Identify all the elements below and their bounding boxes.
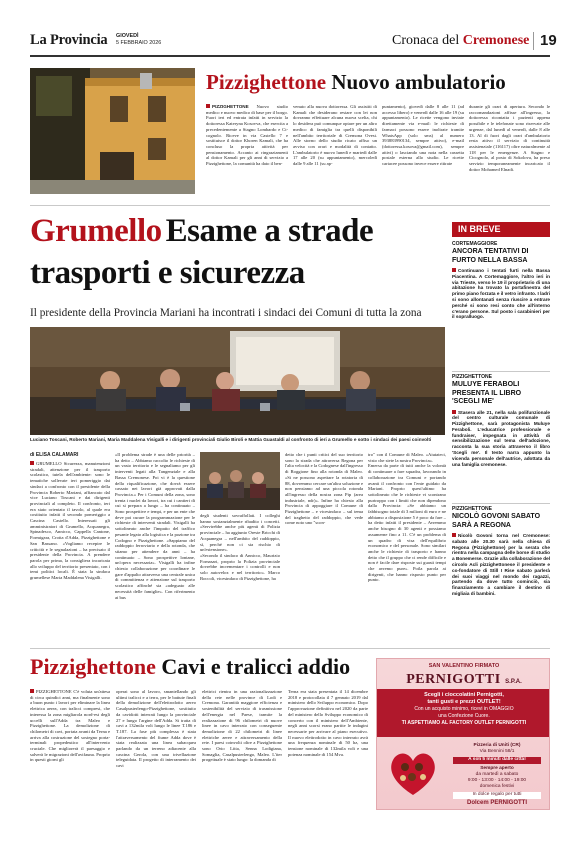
ad-hours-2: 9:00 - 13:00 · 14:00 - 19:00	[467, 778, 527, 784]
grumello-byline: di ELISA CALAMARI	[30, 452, 79, 458]
ambulatorio-col-4	[469, 104, 550, 195]
brief-kicker: PIZZIGHETTONE	[452, 506, 492, 512]
masthead-logo[interactable]: La Provincia	[30, 32, 108, 48]
cavi-text-2: operai sono al lavoro, smantellando gli ultimi tralicci e a terra, per le battute finali della demolizione dell'elettrodotto aereo Casalpusterlengo-Pizzighettone, sostituito da cavidotti interrati lungo la provinciale 27 e lungo l'argine dell'Adda. Si tratta di cavi a 132mila volt lungo le linee T.186 e T.187. La fase più complessa è stata l'attraversamento del fiume Adda dove è stata realizzata una linea subacquea parlando da un terreno adiacente alla cascina Gerola, con una trivellazione teleguidata. Il progetto di interramento dei cavi	[116, 689, 196, 769]
in-breve-label: IN BREVE	[458, 224, 501, 234]
grumello-caption: Luciano Toscani, Roberto Mariani, Maria Maddalena Visigalli e i dirigenti provinciali Giulio Biroli e Mattia Guastaldi al confronto di ieri a Grumello e sotto i sindaci dei paesi coinvolti	[30, 437, 432, 442]
mayors-photo[interactable]	[200, 452, 280, 510]
brief-body-text: Nicolò Govoni torna nel Cremonese: sabato alle 20.30 sarà nella chiesa di Regona (Pizzighettone) per la serata che rientra nella campagna delle borse di studio a Bonemerse. Grazie alla collaborazione del circolo Acli pizzighettonese il presidente e co-fondatore di Still I Rise sabato parlerà dei suoi viaggi nel mondo dei ragazzi, partendo da dove tutto cominciò, sia finanziamento a cambiare il destino di migliaia di bambini.	[452, 533, 550, 596]
brief-kicker: PIZZIGHETTONE	[452, 374, 492, 380]
ad-brand	[377, 670, 550, 688]
grumello-title-line1: Esame a strade	[165, 213, 374, 249]
ambulatorio-title: Nuovo ambulatorio	[331, 70, 506, 94]
brief-title: MULUYE FERABOLI PRESENTA IL LIBRO 'SCEGLI ME'	[452, 381, 522, 405]
cavi-col-2	[116, 689, 196, 809]
ad-logo: Dolcem PERNIGOTTI	[466, 800, 527, 806]
ad-line-2: tanti gusti e prezzi OUTLET!	[427, 699, 501, 705]
ambulatorio-photo[interactable]	[30, 68, 195, 194]
section-name: Cremonese	[462, 33, 530, 48]
ad-call: A soli 5 minuti dalle città!	[453, 757, 541, 763]
ambulatorio-col-1	[206, 104, 288, 195]
ad-hours-1: da martedì a sabato	[475, 771, 519, 777]
grumello-text-2: «Il problema strade è una delle priorità – ha detto – Abbiamo raccolto le richieste di un vasto territorio e le segnaliamo per gli interventi legati alla Tangenziale e alla Bassa Cremonese. Poi vi è la questione della riqualificazione, che dovrà essere cassato nei lavori già approvati dalla Provincia.» Per i Comuni della zona, sono trenta i nuclei da lavori, tra cui i cantieri di cui si prepara a lungo – ha continuato – Sono prospettive e tempi, e per un ente che deve poi curare la programmazione per le richieste di interventi stradali. Visigalli ha sottolineato anche l'impatto del traffico pesante legato alla logistica e la pozione tra Codogno e Pizzighettone. «Sappiamo del raddoppio ferroviario e della rotonda, che stiamo per attendere da anni – ha continuato – Sono prospettive lontane, un'opera necessaria». Visigalli ha infine chiesto collaborazione per coordinare le gare d'appalto attraverso una centrale unica di committenza e attenzione sul trasporto scolastico affinché sia «adeguato alle necessità delle famiglie». Con riferimento ai bus	[115, 452, 195, 600]
ad-line-4: una Confezione Cuore.	[438, 713, 490, 719]
chocolate-box-icon	[385, 743, 441, 799]
ad-info	[447, 743, 547, 801]
ambulatorio-col-2	[293, 104, 377, 195]
brief-body	[452, 268, 550, 320]
section-title	[392, 33, 529, 49]
cavi-col-1	[30, 689, 110, 809]
ambulatorio-text-3: puntamento), giovedì dalle 8 alle 11 (ad accesso libero) e venerdì dalle 16 alle 19 (su appuntamento). Le ricette vengono inviate direttamente via e-mail: le richieste di farmaci possono essere inoltrate tramite WhatsApp (solo sms) al numero 393883990134, sempre attivo), e-mail (dottoressa.kosova@gmail.com), sempre attivi) o lasciando una nota nella cassetta postale esterna allo studio. Le ricette cartacee possono invece essere ritirate	[382, 104, 464, 167]
cavi-kicker: Pizzighettone	[30, 654, 156, 679]
grumello-text-4: detto che i punti critici del suo territorio sono la strada che attraversa Regona per l'alta velocità e la Codognese dall'ingresso di Roggione fino alla rotonda di Maleo. «Si ne possono aspettare la rotatoria di 88, dovremmo cercare un'altra soluzione e non pensiamo ad una piccola rotonda all'ingresso della nostra zona Pip (area industriale, ndr)». Infine ha chiesto alla Provincia di appoggiare il Comune di Pizzighettone – e vicesindaco – sul tema del traghetto del raddoppio, che vede come noto uno "scon-	[285, 452, 363, 526]
grumello-text-3: degli studenti sovraffollati. I colleghi hanno sostanzialmente ribadito i concetti. «Servirebbe anche più agenti di Polizia provinciale – ha aggiunto Oreste Bricchi di Acquanegra – nell'ambito del raddoppio, sì, perché non ci sia rischio di un'estensione». «Secondo il sindaco di Annicco, Maurizio Fornasari, proprio la Polizia provinciale dovrebbe incrementare i controlli e non solo autovelox e nel territorio». Marco Boccoli, vicesindaco di Pizzighettone, ha	[200, 513, 280, 581]
cavi-text-4: Terna era stata presentata il 14 dicembre 2018 e protocollata il 7 gennaio 2019 dal ministero dello Sviluppo economico. Dopo l'approvazione definitiva nel 2020 da parte del ministero dello Sviluppo economico di concerto con il ministero dell'Ambiente, negli anni scorsi erano partite le indagini necessarie per arrivare al piano esecutivo. Il nuovo elettrodotto in cavo interrato avrà una frequenza nominale di 50 hz, una tensione nominale di 132mila volt e una potenza nominale di 154 Mva.	[288, 689, 368, 757]
in-breve-item-3	[452, 506, 550, 642]
building-photo-illustration	[30, 68, 195, 194]
grumello-text-1: GRUMELLO Sicurezza, manutenzioni stradali, attenzione per il trasporto scolastico, tutela dell'ambiente: sono le tematiche sollevate ieri pomeriggio dai sindaci a confronto con il presidente della Provincia Roberto Mariani, affiancato dal vice Luciano Toscani e dai dirigenti provinciali al completo. Il confronto, ieri era stato orientato il tavolo, al quale era costituito infatti il secondo pomeriggio a Cascina Castello. Interessati gli amministratori di Grumello, Acquanegra, Spinadesco, Annicco, Cappella Cantone, Formigara, Crotta d'Adda, Pizzighettone e San Bassano. «Vogliamo recepire le criticità e le segnalazioni – ha precisato il presidente della Provincia. A prendere parola per prima, la consigliera incaricata allo sviluppo del territorio presentato, con i temi politici locali. È stata la sindaca grumellese Maria Maddalena Visigalli.	[30, 461, 110, 581]
divider-1	[30, 205, 550, 206]
bullet-square	[206, 104, 210, 108]
brief-divider-2	[452, 503, 550, 504]
grumello-text-5: tro" con il Comune di Maleo. «Aiutateci, visto che siete la nostra Provincia». Emersa da parte di tutti anche la volontà di continuare a fare squadra, lavorando in collaborazione tra Comuni e portando avanti il confronto con l'ente guidato da Mariani. Proprio quest'ultimo ha sottolineato che le richieste vi scontrano purtroppo con i limiti che non dipendono dalla Provincia: «Se abbiamo un fabbisogno totale di 3 milioni di euro e ne abbiamo a disposizione 5 è poco da fare – ha detto infatti il presidente – Avremmo anche bisogno di 30 agenti e possiamo assumerne fino a 11. C'è un problema di un quadro di visa dell'equilibrio economico e del personale. Sono similari anche le richieste di trasporto e hanno detto che il gruppo che ci rende difficile e non è facile dare risposte sui guasti tempi che avremo pure». Poila parola ai dirigenti, che hanno risposto punto per punto.	[368, 452, 446, 583]
header-rule	[30, 55, 550, 57]
ad-line-1: Scegli i cioccolatini Pernigotti,	[424, 692, 504, 698]
grumello-photo[interactable]	[30, 327, 445, 435]
ad-cta: TI ASPETTIAMO AL FACTORY OUTLET PERNIGOTTI	[401, 720, 527, 726]
ad-address-2: Via Bennini 58/1	[479, 749, 515, 755]
divider-2	[30, 648, 550, 649]
ad-hours-3: domenica festivi	[479, 784, 515, 790]
grumello-headline	[30, 213, 445, 295]
grumello-subtitle: Il presidente della Provincia Mariani ha incontrati i sindaci dei Comuni di tutta la zona	[30, 307, 422, 319]
cavi-text-3: elettrici rientra in una razionalizzazione della rete nelle province di Lodi e Cremona. Garantità maggiore efficienza e sostenibilità del servizio di trasmissione dell'energia nel Paese, tramite la realizzazione di 96 chilometri di nuove linee in cavo interrato con conseguente demolizione di 22 chilometri di linee elettriche aeree e attraversamento della rete. I paesi coinvolti oltre a Pizzighettone sono Orio Litta, Senna Lodigiana, Somaglia, Casalpusterlengo, Maleo. L'iter progettuale è stato lungo: la domanda di	[202, 689, 282, 763]
meeting-photo-illustration	[30, 327, 445, 435]
issue-date: 5 FEBBRAIO 2026	[116, 40, 162, 46]
ambulatorio-text-2: venuto alla nuova dottoressa. Gli assistiti di Kamali che desiderano restare con lei non dovranno effettuare alcuna nuova scelta, chi lo desidera può comunque optare per un altro medico di famiglia tra quelli disponibili nell'ambito territoriale di Cremona Ovest. Alle storno dello studio ricato affiso un avviso con orari e modalità di contatto. L'ambulatorio è nuovo lunedì e martedì dalle 17 alle 20 (su appuntamento), mercoledì dalle 9 alle 11 (su ap-	[293, 104, 377, 167]
bullet-square	[30, 461, 34, 465]
brief-body	[452, 533, 550, 597]
issue-day: GIOVEDÌ	[116, 33, 139, 39]
ad-top-line: SAN VALENTINO FIRMATO	[428, 663, 500, 669]
grumello-title-line2: trasporti e sicurezza	[30, 255, 305, 291]
ambulatorio-kicker: Pizzighettone	[206, 70, 327, 94]
mayors-photo-illustration	[200, 452, 280, 510]
ambulatorio-dateline: PIZZIGHETTONE	[212, 104, 249, 109]
bullet-square	[452, 410, 456, 414]
cavi-text-1: PIZZIGHETTONE C'è voluta un'attesa di circa quindici anni, ma finalmente sono a buon punto i lavori per eliminare la linea elettrica aerea, con tralicci compresi, che interessa la zona migliarola nord-est degli uccelli sull'Adda tra Maleo e Pizzighettone. La demolizione di chilometri di cavi, portata avanti da Terna e arriva alla costruzione del sostegno porta-terminali propedeutico all'intervento cruciale. Che migliorerà il paesaggio e salverà le migrazioni dell'avifauna. Proprio in questi giorni gli	[30, 689, 110, 763]
bullet-square	[452, 268, 456, 272]
in-breve-item-2	[452, 374, 550, 501]
ad-chocolates	[385, 743, 441, 799]
bullet-square	[452, 533, 456, 537]
grumello-col-5	[368, 452, 446, 641]
brief-title: NICOLÒ GOVONI SABATO SARÀ A REGONA	[452, 513, 541, 529]
cavi-headline	[30, 654, 390, 682]
brief-divider-1	[452, 371, 550, 372]
brief-kicker: CORTEMAGGIORE	[452, 241, 498, 247]
bullet-square	[30, 689, 34, 693]
ad-hours-title: Sempre aperto	[480, 765, 514, 771]
cavi-title: Cavi e tralicci addio	[161, 654, 351, 679]
ambulatorio-text-4: durante gli orari di apertura. Secondo le raccomandazioni affisse all'ingresso, la dottoressa ricontatta i pazienti appena possibile e le telefonate sono riservate alle urgenze, dal lunedì al venerdì, dalle 8 alle 13. Al di fuori dagli orari d'ambulatorio resta attivo il servizio di continuità assistenziale (116117) oltre naturalmente al 118 per le emergenze. A Stagno e Cicognolo, al posto di Sokolova, ha preso servizio temporaneamente incaricato il dottor Mohamed Elnadi.	[469, 104, 550, 172]
brief-body-text: Stasera alle 21, nella sala polifunzionale del centro culturale comunale di Pizzighettone, sarà protagonista Muluye Feraboli. L'educatrice professionale e fundraiser, impegnata in attività di sensibilizzazione sul tema dell'adozione, racconta la sua storia attraverso il libro 'Scegli me'. Il testo narra appunto la vicenda personale dell'autrice, adottata da una famiglia cremonese.	[452, 409, 550, 467]
page-number: 19	[540, 32, 557, 49]
ad-hours-4: In dolce regalo per tutti	[453, 792, 541, 798]
ad-brand-name: PERNIGOTTI	[406, 672, 501, 687]
ad-message-box	[377, 689, 550, 737]
brief-body-text: Continuano i tentati furti nella Bassa Piacentina. A Cortemaggiore, l'altro ieri in via Trieste, verso le 19 il proprietario di una abitazione ha trovato la portafinestra del primo piano forzata e il vetro infranto. I ladri si sono allontanati senza riuscire a entrare perché si sono resi conto che all'interno c'erano persone. Sul posto i carabinieri per il sopralluogo.	[452, 268, 550, 320]
grumello-col-4	[285, 452, 363, 641]
grumello-place: Grumello	[30, 213, 162, 249]
cavi-col-4	[288, 689, 368, 809]
ambulatorio-col-3	[382, 104, 464, 195]
section-prefix: Cronaca del	[392, 33, 460, 48]
in-breve-header	[452, 222, 550, 237]
in-breve-item-1	[452, 241, 550, 369]
grumello-col-2	[115, 452, 195, 641]
ad-line-3: Con un acquisto minimo, ricevi in OMAGGIO	[414, 706, 514, 712]
pernigotti-ad[interactable]	[376, 658, 550, 810]
grumello-col-1	[30, 461, 110, 641]
header-separator	[533, 32, 534, 50]
brief-title: ANCORA TENTATIVI DI FURTO NELLA BASSA	[452, 248, 529, 264]
grumello-col-3	[200, 513, 280, 641]
ad-address-1: Pizzeria di Uniti (CR)	[473, 743, 521, 748]
brief-body	[452, 410, 550, 468]
cavi-col-3	[202, 689, 282, 809]
ambulatorio-text-1: Nuovo studio medico e nuovo medico di base per il borgo. Fuori ieri ed entrata infatti in servizio la dottoressa Kateryna Kosovva, che esercita a precedentemente a Stagno Lombardo e Cicognolo. Riceve in via Castello 7 e sostituisce il dottor Khoren Kamali, che ha concluso la propria attività per pensionamento. Accanto ai ringraziamenti al dottor Kamali per gli anni di servizio a Pizzighettone, la comunità ha dato il ben-	[206, 104, 288, 167]
ambulatorio-headline	[206, 70, 550, 96]
masthead-bar	[30, 30, 557, 52]
ad-brand-suffix: S.P.A.	[505, 679, 522, 685]
